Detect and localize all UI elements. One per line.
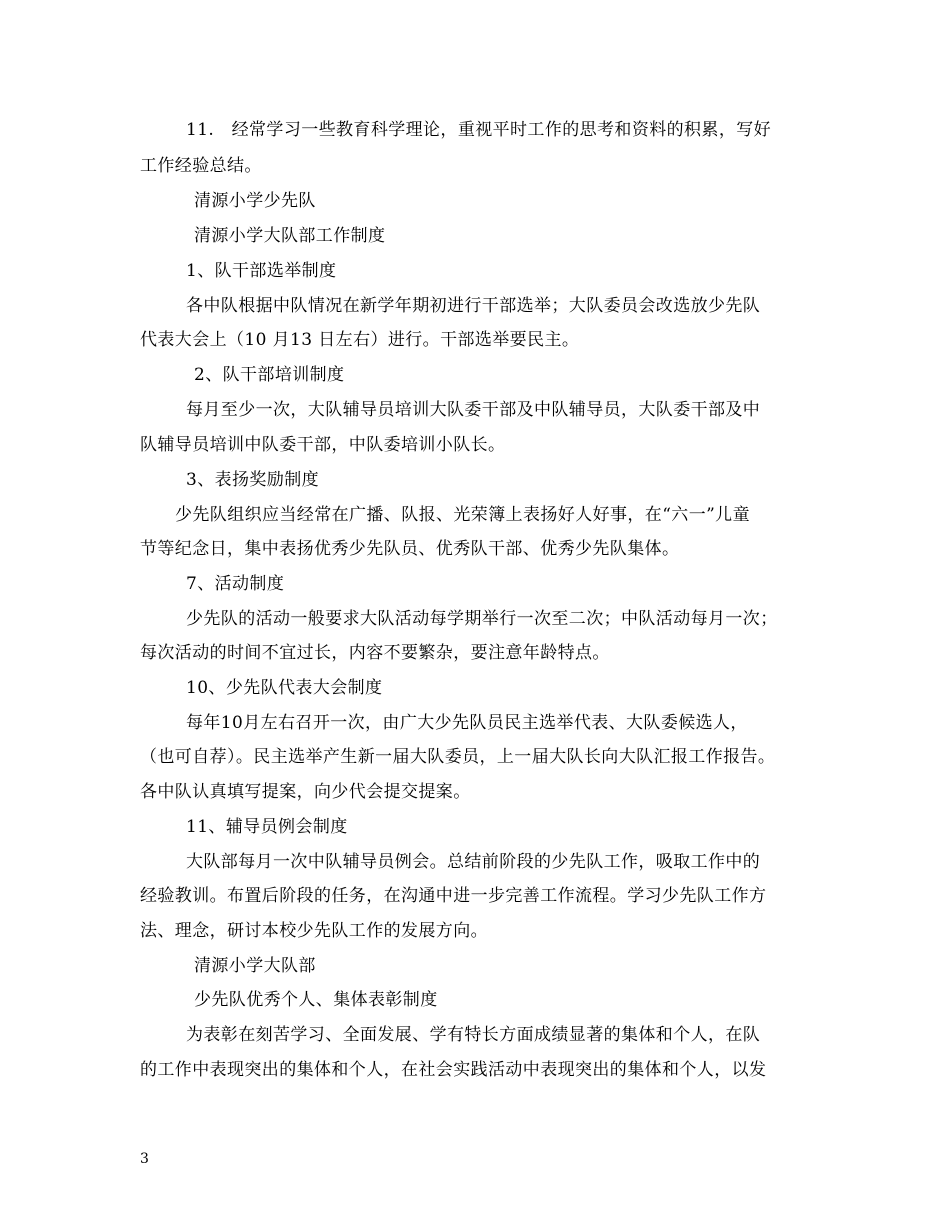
section-heading: 11、辅导员例会制度 — [186, 817, 348, 837]
section-heading: 7、活动制度 — [186, 574, 285, 594]
page-number: 3 — [140, 1151, 149, 1167]
text-line: 工作经验总结。 — [140, 156, 262, 176]
section-heading: 10、少先队代表大会制度 — [186, 678, 383, 698]
text-line: 清源小学大队部工作制度 — [194, 226, 386, 246]
section-heading: 2、队干部培训制度 — [194, 365, 345, 385]
text-line: 每年10月左右召开一次，由广大少先队员民主选举代表、大队委候选人， — [186, 713, 748, 733]
text-line: 各中队根据中队情况在新学年期初进行干部选举；大队委员会改选放少先队 — [186, 296, 761, 316]
text-line: 少先队优秀个人、集体表彰制度 — [194, 990, 438, 1010]
text-line: 清源小学少先队 — [194, 191, 316, 211]
text-line: 为表彰在刻苦学习、全面发展、学有特长方面成绩显著的集体和个人，在队 — [186, 1025, 761, 1045]
text-line: 每次活动的时间不宜过长，内容不要繁杂，要注意年龄特点。 — [140, 643, 610, 663]
text-line: （也可自荐）。民主选举产生新一届大队委员，上一届大队长向大队汇报工作报告。 — [140, 747, 776, 767]
text-line: 少先队组织应当经常在广播、队报、光荣簿上表扬好人好事，在“六一”儿童 — [175, 505, 750, 525]
text-line: 11. 经常学习一些教育科学理论，重视平时工作的思考和资料的积累，写好 — [186, 120, 772, 140]
text-line: 代表大会上（10 月13 日左右）进行。干部选举要民主。 — [140, 330, 580, 350]
section-heading: 1、队干部选举制度 — [186, 261, 337, 281]
text-line: 各中队认真填写提案，向少代会提交提案。 — [140, 782, 471, 802]
text-line: 队辅导员培训中队委干部，中队委培训小队长。 — [140, 435, 506, 455]
text-line: 大队部每月一次中队辅导员例会。总结前阶段的少先队工作，吸取工作中的 — [186, 852, 761, 872]
text-line: 经验教训。布置后阶段的任务，在沟通中进一步完善工作流程。学习少先队工作方 — [140, 886, 767, 906]
text-line: 节等纪念日，集中表扬优秀少先队员、优秀队干部、优秀少先队集体。 — [140, 539, 680, 559]
text-line: 的工作中表现突出的集体和个人，在社会实践活动中表现突出的集体和个人，以发 — [140, 1060, 767, 1080]
text-line: 少先队的活动一般要求大队活动每学期举行一次至二次；中队活动每月一次； — [186, 609, 778, 629]
section-heading: 3、表扬奖励制度 — [186, 470, 320, 490]
text-line: 清源小学大队部 — [194, 956, 316, 976]
text-line: 法、理念，研讨本校少先队工作的发展方向。 — [140, 921, 488, 941]
text-line: 每月至少一次，大队辅导员培训大队委干部及中队辅导员，大队委干部及中 — [186, 400, 761, 420]
